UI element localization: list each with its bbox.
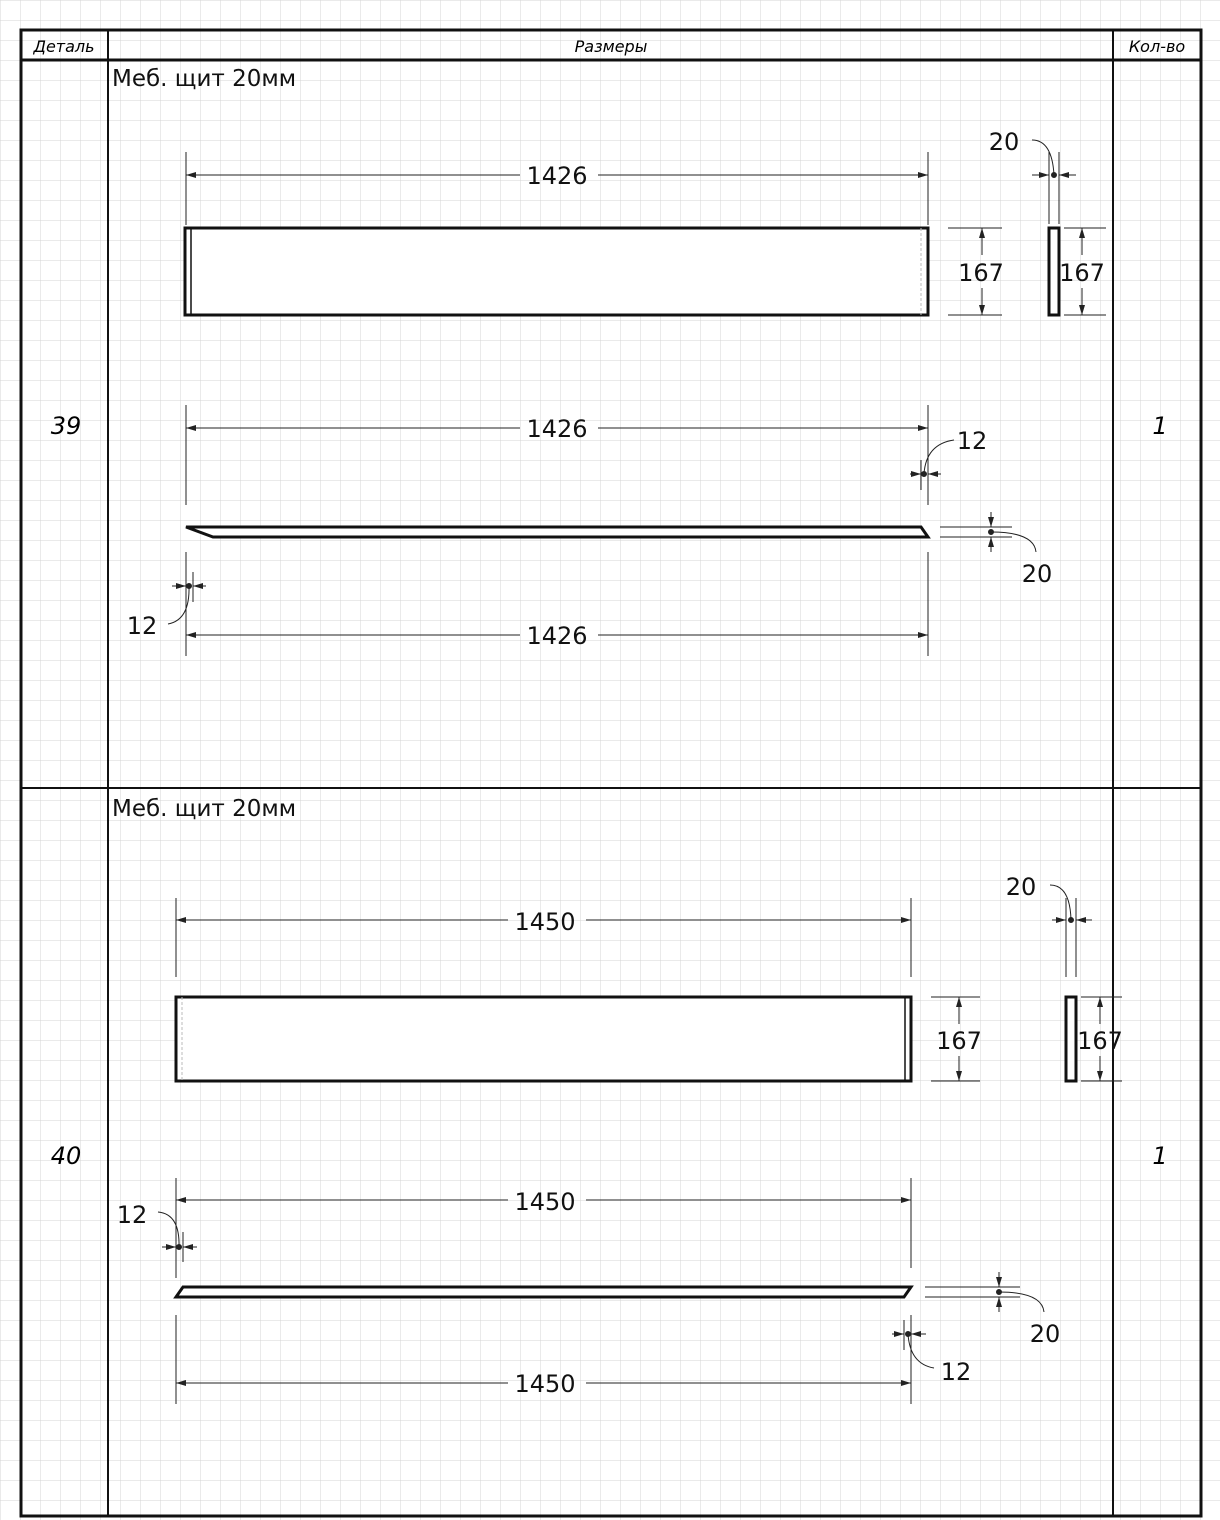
bevel-right-label: 12 xyxy=(940,1358,972,1386)
header-detail-label: Деталь xyxy=(33,37,95,56)
side-thickness-label: 20 xyxy=(1029,1320,1061,1348)
edge-width-label: 167 xyxy=(1059,259,1105,287)
quantity-value: 1 xyxy=(1152,412,1168,440)
width-label: 167 xyxy=(936,1027,982,1055)
side-length-top-label: 1450 xyxy=(514,1188,576,1216)
board-side-view xyxy=(186,527,928,537)
bevel-left-label: 12 xyxy=(116,1201,148,1229)
side-thickness-label: 20 xyxy=(1021,560,1053,588)
side-length-top-label: 1426 xyxy=(526,415,588,443)
side-length-bottom-label: 1426 xyxy=(526,622,588,650)
board-face-view xyxy=(176,997,911,1081)
board-side-view xyxy=(176,1287,911,1297)
bevel-left-label: 12 xyxy=(126,612,158,640)
header-sizes-label: Размеры xyxy=(574,37,648,56)
material-label: Меб. щит 20мм xyxy=(112,796,297,822)
width-label: 167 xyxy=(958,259,1004,287)
bevel-right-label: 12 xyxy=(956,427,988,455)
quantity-value: 1 xyxy=(1152,1142,1168,1170)
board-face-view xyxy=(185,228,928,315)
board-edge-view xyxy=(1049,228,1059,315)
detail-number: 39 xyxy=(50,412,82,440)
detail-number: 40 xyxy=(50,1142,82,1170)
length-label: 1450 xyxy=(514,908,576,936)
edge-width-label: 167 xyxy=(1077,1027,1123,1055)
material-label: Меб. щит 20мм xyxy=(112,66,297,92)
side-length-bottom-label: 1450 xyxy=(514,1370,576,1398)
thickness-label: 20 xyxy=(988,128,1020,156)
header-qty-label: Кол-во xyxy=(1128,37,1186,56)
thickness-label: 20 xyxy=(1005,873,1037,901)
length-label: 1426 xyxy=(526,162,588,190)
board-edge-view xyxy=(1066,997,1076,1081)
